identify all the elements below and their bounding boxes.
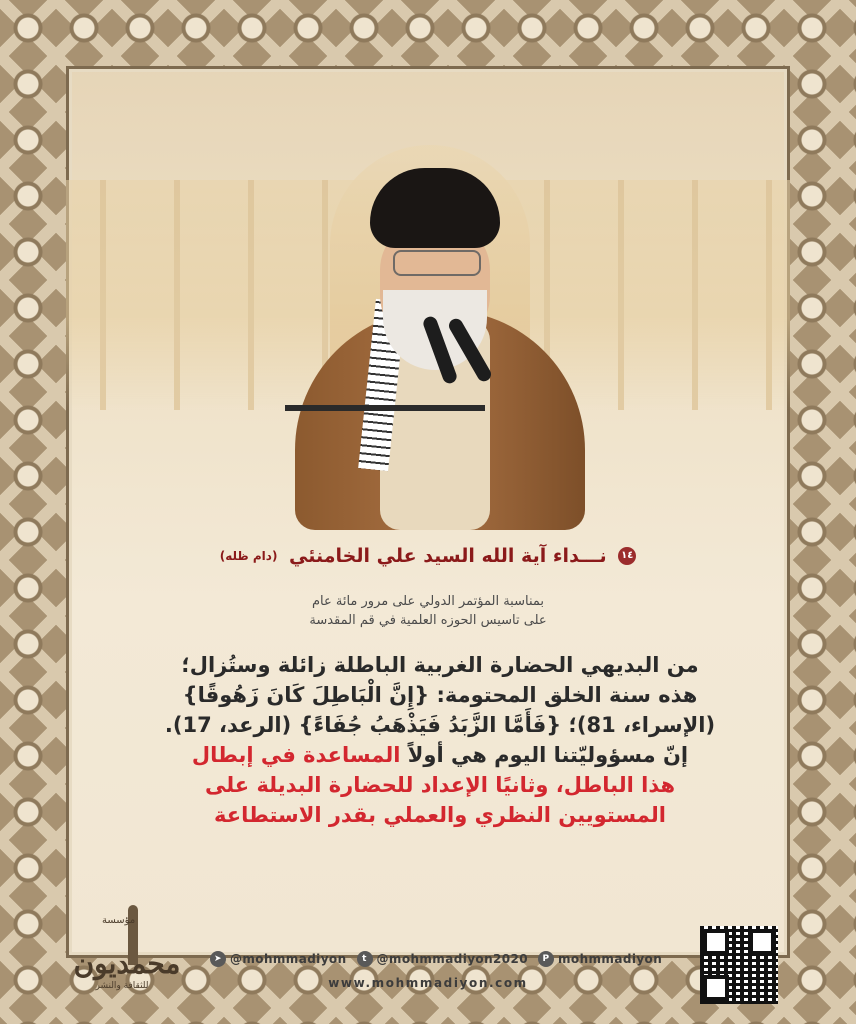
turban: [370, 168, 500, 248]
occasion-line: بمناسبة المؤتمر الدولي على مرور مائة عام: [311, 594, 545, 609]
quote-line: من البديهي الحضارة الغربية الباطلة زائلة وستُزال؛: [181, 653, 699, 677]
qr-finder: [703, 929, 729, 955]
quote-body: [120, 650, 760, 830]
message-title: [0, 545, 856, 567]
quote-line: هذه سنة الخلق المحتومة: {إِنَّ الْبَاطِلَ كَانَ زَهُوقًا}: [182, 683, 698, 707]
occasion-line: على تاسيس الحوزه العلمية في قم المقدسة: [309, 613, 547, 628]
microphone-stand: [285, 405, 485, 411]
quote-highlight-line: المستويين النظري والعملي بقدر الاستطاعة: [214, 803, 666, 827]
quote-line: (الإسراء، 81)؛ {فَأَمَّا الزَّبَدُ فَيَذْهَبُ جُفَاءً} (الرعد، 17).: [164, 713, 716, 737]
qr-code-icon[interactable]: [700, 926, 778, 1004]
logo-prefix: مؤسسة: [102, 915, 136, 926]
quote-highlight-line: هذا الباطل، وثانيًا الإعداد للحضارة البديلة على: [204, 773, 676, 797]
quote-line: [120, 740, 760, 770]
title-text: نـــداء آية الله السيد علي الخامنئي: [289, 545, 607, 567]
social-link-telegram[interactable]: [210, 951, 347, 967]
occasion-caption: [148, 592, 708, 630]
telegram-icon: ➤: [210, 951, 226, 967]
number-badge: ١٤: [618, 547, 636, 565]
social-links: [210, 948, 662, 970]
social-handle: mohmmadiyon: [558, 952, 663, 966]
qr-finder: [749, 929, 775, 955]
speaker-portrait: [275, 150, 595, 530]
quote-highlight: المساعدة في إبطال: [191, 743, 401, 767]
quote-text: إنّ مسؤوليّتنا اليوم هي أولاً: [400, 743, 689, 767]
social-link-twitter[interactable]: [357, 951, 529, 967]
social-handle: @mohmmadiyon2020: [376, 952, 529, 966]
pinterest-icon: P: [538, 951, 554, 967]
glasses: [393, 250, 481, 276]
twitter-icon: t: [357, 951, 373, 967]
social-handle: @mohmmadiyon: [230, 952, 347, 966]
title-suffix: (دام ظله): [219, 549, 278, 563]
qr-finder: [703, 975, 729, 1001]
social-link-pinterest[interactable]: [538, 951, 662, 967]
logo-tagline: للثقافة والنشر: [95, 981, 149, 991]
logo-name: محمديون: [73, 947, 181, 980]
website-link[interactable]: www.mohmmadiyon.com: [328, 976, 528, 990]
